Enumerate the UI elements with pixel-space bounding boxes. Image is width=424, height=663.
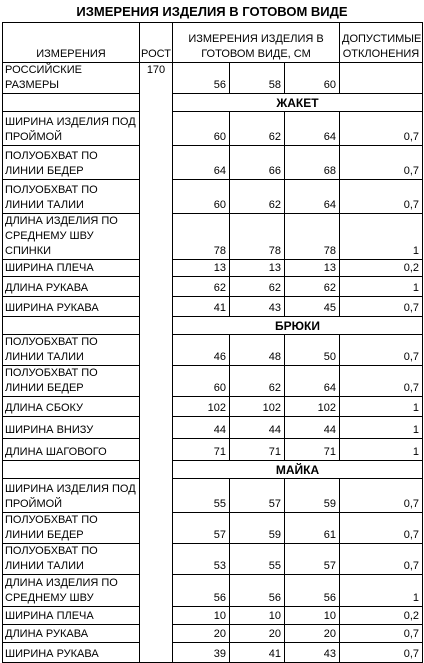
size-value-3: 64 <box>285 112 340 146</box>
section-empty-cell <box>3 461 140 479</box>
table-row <box>3 214 423 260</box>
sizes-row <box>3 63 423 94</box>
size-value-3: 71 <box>285 439 340 461</box>
size-value-1: 46 <box>173 335 230 366</box>
measurement-label: ДЛИНА РУКАВА <box>3 277 140 297</box>
size-value-3: 78 <box>285 214 340 260</box>
size-value-1: 56 <box>173 575 230 607</box>
section-title: БРЮКИ <box>173 317 423 335</box>
page-title: ИЗМЕРЕНИЯ ИЗДЕЛИЯ В ГОТОВОМ ВИДЕ <box>76 4 348 19</box>
measurement-label: ДЛИНА СБОКУ <box>3 397 140 417</box>
size-value-1: 57 <box>173 513 230 544</box>
table-row <box>3 439 423 461</box>
sizes-label: РОССИЙСКИЕ РАЗМЕРЫ <box>3 63 140 94</box>
size-value-2: 62 <box>230 112 285 146</box>
tolerance-value: 0,7 <box>340 297 423 317</box>
measurement-label: ДЛИНА РУКАВА <box>3 625 140 643</box>
size-value-3: 64 <box>285 180 340 214</box>
size-value-1: 10 <box>173 607 230 625</box>
rost-value: 170 <box>140 63 173 663</box>
tolerance-value: 0,7 <box>340 479 423 513</box>
measurement-label: ДЛИНА ИЗДЕЛИЯ ПО СРЕДНЕМУ ШВУ <box>3 575 140 607</box>
size-value-3: 62 <box>285 277 340 297</box>
tolerance-value: 0,7 <box>340 513 423 544</box>
section-title: ЖАКЕТ <box>173 94 423 112</box>
tolerance-value: 1 <box>340 439 423 461</box>
table-row <box>3 625 423 643</box>
tolerance-value: 0,7 <box>340 112 423 146</box>
tolerance-value: 0,7 <box>340 180 423 214</box>
table-row <box>3 575 423 607</box>
tolerance-value: 0,7 <box>340 625 423 643</box>
section-row <box>3 94 423 112</box>
size-value-1: 41 <box>173 297 230 317</box>
size-value-2: 62 <box>230 366 285 397</box>
table-row <box>3 146 423 180</box>
table-row <box>3 297 423 317</box>
size-value-3: 59 <box>285 479 340 513</box>
size-value-3: 56 <box>285 575 340 607</box>
tolerance-value: 0,2 <box>340 607 423 625</box>
header-row <box>3 23 423 63</box>
sizes-tolerance-empty <box>340 63 423 94</box>
size-value-1: 55 <box>173 479 230 513</box>
measurement-label: ШИРИНА ИЗДЕЛИЯ ПОД ПРОЙМОЙ <box>3 112 140 146</box>
size-value-2: 48 <box>230 335 285 366</box>
size-value-2: 44 <box>230 417 285 439</box>
size-value-2: 66 <box>230 146 285 180</box>
size-value-3: 10 <box>285 607 340 625</box>
measurement-label: ПОЛУОБХВАТ ПО ЛИНИИ БЕДЕР <box>3 146 140 180</box>
size-value-2: 62 <box>230 180 285 214</box>
size-value-2: 43 <box>230 297 285 317</box>
measurements-table-body <box>3 23 423 663</box>
table-row <box>3 643 423 663</box>
tolerance-value: 0,7 <box>340 335 423 366</box>
table-row <box>3 260 423 277</box>
measurement-label: ШИРИНА ПЛЕЧА <box>3 260 140 277</box>
section-empty-cell <box>3 317 140 335</box>
header-rost: РОСТ <box>140 23 173 63</box>
table-row <box>3 544 423 575</box>
measurement-label: ПОЛУОБХВАТ ПО ЛИНИИ ТАЛИИ <box>3 180 140 214</box>
size-2: 58 <box>230 63 285 94</box>
size-value-1: 44 <box>173 417 230 439</box>
tolerance-value: 1 <box>340 214 423 260</box>
size-value-2: 56 <box>230 575 285 607</box>
size-value-3: 68 <box>285 146 340 180</box>
size-value-2: 20 <box>230 625 285 643</box>
table-row <box>3 180 423 214</box>
size-value-1: 13 <box>173 260 230 277</box>
table-row <box>3 397 423 417</box>
size-value-2: 10 <box>230 607 285 625</box>
tolerance-value: 1 <box>340 417 423 439</box>
size-value-3: 64 <box>285 366 340 397</box>
size-value-1: 102 <box>173 397 230 417</box>
size-value-3: 13 <box>285 260 340 277</box>
measurement-label: ПОЛУОБХВАТ ПО ЛИНИИ ТАЛИИ <box>3 544 140 575</box>
size-value-1: 71 <box>173 439 230 461</box>
size-value-3: 20 <box>285 625 340 643</box>
measurement-label: ДЛИНА ИЗДЕЛИЯ ПО СРЕДНЕМУ ШВУ СПИНКИ <box>3 214 140 260</box>
tolerance-value: 0,7 <box>340 366 423 397</box>
size-value-3: 102 <box>285 397 340 417</box>
size-value-3: 43 <box>285 643 340 663</box>
size-value-1: 60 <box>173 180 230 214</box>
tolerance-value: 1 <box>340 575 423 607</box>
size-value-3: 45 <box>285 297 340 317</box>
measurement-label: ПОЛУОБХВАТ ПО ЛИНИИ БЕДЕР <box>3 513 140 544</box>
header-tolerance: ДОПУСТИМЫЕ ОТКЛОНЕНИЯ <box>340 23 423 63</box>
size-value-1: 39 <box>173 643 230 663</box>
table-row <box>3 366 423 397</box>
size-value-3: 44 <box>285 417 340 439</box>
header-measurements: ИЗМЕРЕНИЯ <box>3 23 140 63</box>
table-row <box>3 513 423 544</box>
size-1: 56 <box>173 63 230 94</box>
size-value-2: 102 <box>230 397 285 417</box>
section-title: МАЙКА <box>173 461 423 479</box>
size-value-1: 20 <box>173 625 230 643</box>
section-row <box>3 317 423 335</box>
table-row <box>3 417 423 439</box>
size-value-1: 64 <box>173 146 230 180</box>
tolerance-value: 1 <box>340 277 423 297</box>
size-value-2: 13 <box>230 260 285 277</box>
tolerance-value: 0,7 <box>340 146 423 180</box>
table-row <box>3 277 423 297</box>
measurement-label: ПОЛУОБХВАТ ПО ЛИНИИ БЕДЕР <box>3 366 140 397</box>
tolerance-value: 0,7 <box>340 643 423 663</box>
size-value-2: 55 <box>230 544 285 575</box>
size-value-1: 62 <box>173 277 230 297</box>
measurement-label: ПОЛУОБХВАТ ПО ЛИНИИ ТАЛИИ <box>3 335 140 366</box>
measurements-table <box>2 22 423 663</box>
header-finished: ИЗМЕРЕНИЯ ИЗДЕЛИЯ В ГОТОВОМ ВИДЕ, СМ <box>173 23 340 63</box>
tolerance-value: 0,2 <box>340 260 423 277</box>
table-row <box>3 112 423 146</box>
section-row <box>3 461 423 479</box>
size-value-3: 57 <box>285 544 340 575</box>
measurement-label: ДЛИНА ШАГОВОГО <box>3 439 140 461</box>
size-value-2: 62 <box>230 277 285 297</box>
size-value-2: 57 <box>230 479 285 513</box>
table-row <box>3 607 423 625</box>
measurement-label: ШИРИНА ИЗДЕЛИЯ ПОД ПРОЙМОЙ <box>3 479 140 513</box>
size-value-2: 71 <box>230 439 285 461</box>
measurement-label: ШИРИНА ВНИЗУ <box>3 417 140 439</box>
tolerance-value: 1 <box>340 397 423 417</box>
measurement-label: ШИРИНА РУКАВА <box>3 643 140 663</box>
size-value-1: 60 <box>173 112 230 146</box>
size-value-3: 61 <box>285 513 340 544</box>
tolerance-value: 0,7 <box>340 544 423 575</box>
size-value-2: 41 <box>230 643 285 663</box>
size-3: 60 <box>285 63 340 94</box>
table-row <box>3 335 423 366</box>
measurement-label: ШИРИНА РУКАВА <box>3 297 140 317</box>
size-value-1: 60 <box>173 366 230 397</box>
size-value-1: 53 <box>173 544 230 575</box>
measurement-label: ШИРИНА ПЛЕЧА <box>3 607 140 625</box>
size-value-2: 59 <box>230 513 285 544</box>
section-empty-cell <box>3 94 140 112</box>
size-value-3: 50 <box>285 335 340 366</box>
size-value-1: 78 <box>173 214 230 260</box>
size-value-2: 78 <box>230 214 285 260</box>
table-row <box>3 479 423 513</box>
